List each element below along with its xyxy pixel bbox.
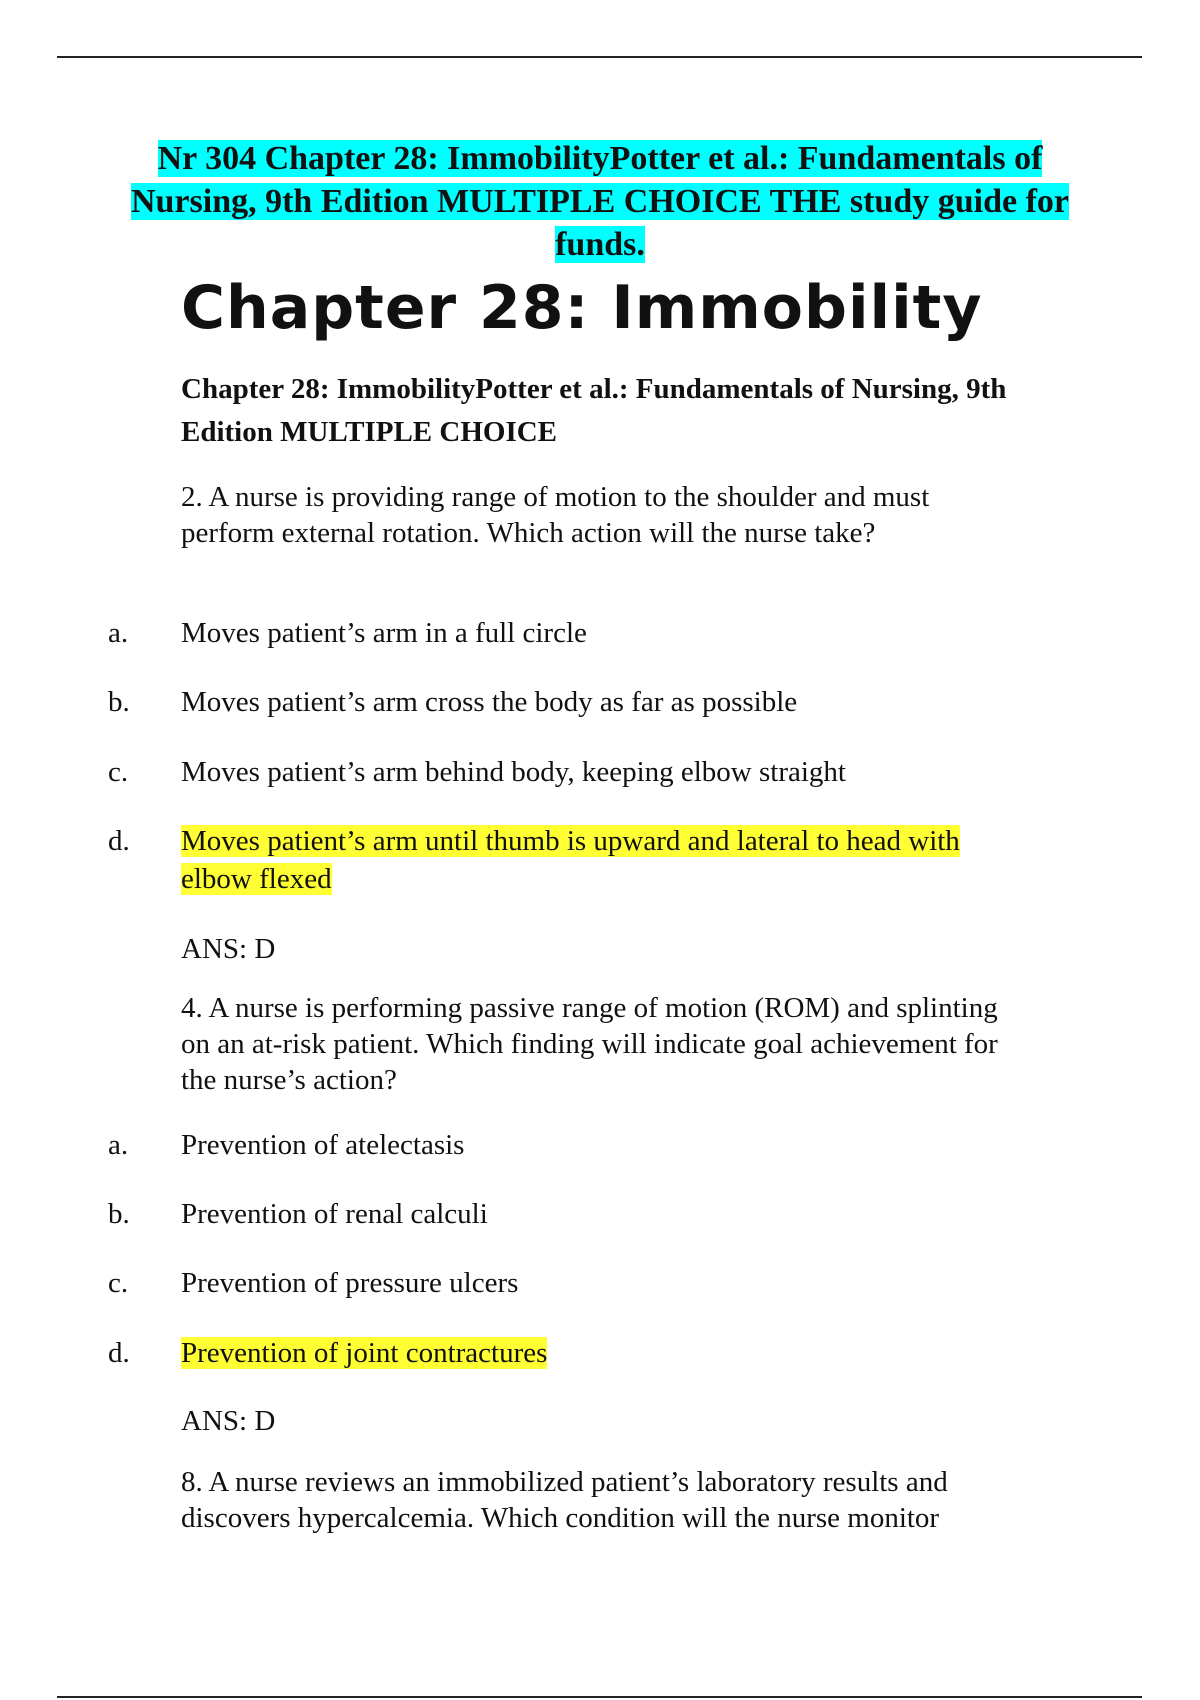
q4-option-d-letter: d. [108, 1337, 130, 1369]
chapter-heading: Chapter 28: Immobility [181, 273, 983, 343]
question-4-text: 4. A nurse is performing passive range of motion (ROM) and splinting on an at-risk patient. Which finding will indicate goal achievement for the nurse’s action? [181, 992, 998, 1096]
q2-option-a-letter: a. [108, 617, 129, 649]
q2-option-d-text [181, 822, 981, 898]
title-highlight: Nr 304 Chapter 28: ImmobilityPotter et al.: Fundamentals of Nursing, 9th Edition MULTIPLE CHOICE THE study guide for funds. [130, 140, 1070, 263]
q2-option-b-text: Moves patient’s arm cross the body as far as possible [181, 686, 798, 718]
q4-option-b-text: Prevention of renal calculi [181, 1198, 488, 1230]
q4-option-b-letter: b. [108, 1198, 130, 1230]
q4-option-c-letter: c. [108, 1267, 129, 1299]
q2-option-c-letter: c. [108, 756, 129, 788]
q4-correct-answer-highlight: Prevention of joint contractures [181, 1337, 548, 1369]
top-rule [57, 56, 1142, 58]
q2-correct-answer-highlight: Moves patient’s arm until thumb is upward and lateral to head with elbow flexed [181, 825, 960, 895]
chapter-subheading: Chapter 28: ImmobilityPotter et al.: Fundamentals of Nursing, 9th Edition MULTIPLE CHOICE [181, 373, 1007, 448]
q2-option-a-text: Moves patient’s arm in a full circle [181, 617, 587, 649]
document-title [100, 137, 1100, 266]
q4-option-a-letter: a. [108, 1129, 129, 1161]
question-2-text: 2. A nurse is providing range of motion to the shoulder and must perform external rotation. Which action will the nurse take? [181, 481, 930, 549]
q4-option-c-text: Prevention of pressure ulcers [181, 1267, 519, 1299]
q4-option-d-text [181, 1334, 1011, 1372]
q2-option-d-letter: d. [108, 825, 130, 857]
bottom-rule [57, 1696, 1142, 1698]
q4-option-a-text: Prevention of atelectasis [181, 1129, 465, 1161]
q2-answer: ANS: D [181, 933, 276, 965]
q2-option-c-text: Moves patient’s arm behind body, keeping elbow straight [181, 756, 846, 788]
q2-option-b-letter: b. [108, 686, 130, 718]
q4-answer: ANS: D [181, 1405, 276, 1437]
question-8-text: 8. A nurse reviews an immobilized patient’s laboratory results and discovers hypercalcemia. Which condition will the nurse monitor [181, 1466, 948, 1534]
